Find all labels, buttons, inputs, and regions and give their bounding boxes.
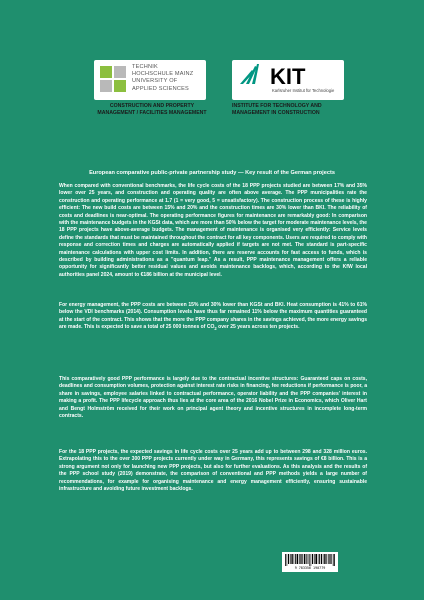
co2-subscript: 2 [214, 326, 217, 332]
barcode-bars-icon [285, 554, 335, 566]
kit-mark-icon [238, 64, 338, 86]
paragraph-3: This comparatively good PPP performance is largely due to the contractual incentive structures: Guaranteed caps on costs, deadlines and consumption volumes, protection against interest rate risks in financing, fee reductions if performance is poor, a share in savings, employee salaries linked to contractual performance, operator liability and the PPP companies' interest in making a profit. The PPP lifecycle approach thus lies at the core area of the 2016 Nobel Prize in Economics, which Oliver Hart and Bengt Holmström received for their work on principal agent theory and incentive structures in incomplete long-term contracts. [59, 376, 367, 420]
hochschule-mainz-logo [94, 60, 206, 100]
hochschule-mainz-wordmark: TECHNIK HOCHSCHULE MAINZ UNIVERSITY OF APPLIED SCIENCES [132, 64, 194, 92]
left-logo-caption: CONSTRUCTION AND PROPERTY MANAGEMENT / FACILITIES MANAGEMENT [97, 103, 207, 116]
kit-wordmark: KIT [270, 64, 306, 86]
isbn-barcode [282, 552, 338, 572]
barcode-number: 9 783356 190779 [294, 566, 326, 570]
kit-logo [232, 60, 344, 100]
paragraph-2-text-a: For energy management, the PPP costs are between 15% and 30% lower than KGSt and BKI. Heat consumption is 41% to 61% below the VDI benchmarks (2014). Consumption levels have thus far remained 11% below the maximum quantities guaranteed at the start of the contract. This shows that the more the PPP company shares in the savings achieved, the more energy savings are made. This is expected to save a total of 25 000 tonnes of CO [59, 302, 367, 331]
right-logo-caption: INSTITUTE FOR TECHNOLOGY AND MANAGEMENT IN CONSTRUCTION [232, 103, 322, 116]
paragraph-1: When compared with conventional benchmarks, the life cycle costs of the 18 PPP projects studied are between 17% and 35% lower over 25 years, and construction and operating quality are often above average. The PPP municipalities rate the construction and operating performance at 1.7 (1 = very good, 5 = unsatisfactory). The construction process of these is highly efficient: The new build costs are between 15% and 20% and the construction times are 30% lower than BKI. The reliability of costs and deadlines is near-optimal. The operating performance figures for maintenance are remarkably good: In comparison with the maintenance budgets in the KGSt data, which are more than 50% below the target for moderate maintenance levels, the 18 PPP projects have above-average budgets. The management of maintenance is organised very efficiently: Service levels define the standards that must be maintained throughout the contract for all key components. Users are required to comply with response and correction times and charges are automatically applied if targets are not met. The standard is part-specific maintenance calculations with upper cost limits. In addition, there are reserve accounts for fast access to funds, which is described by building administrations as a "quantum leap." As a result, PPP maintenance management offers a reliable opportunity for significantly better residual values and avoids maintenance backlogs, which, according to the KfW local authorities panel 2024, amount to €186 billion at the municipal level. [59, 183, 367, 278]
paragraph-4: For the 18 PPP projects, the expected savings in life cycle costs over 25 years add up to between 298 and 328 million euros. Extrapolating this to the over 300 PPP projects currently under way in Germany, this represents savings of €8 billion. This is a strong argument not only for launching new PPP projects, but also for further evaluations. As this analysis and the results of the PPP school study (2019) demonstrate, the comparison of conventional and PPP methods yields a large number of recommendations, for example for organising maintenance and energy management efficiently, ensuring sustainable infrastructure and avoiding future investment backlogs. [59, 449, 367, 493]
page-subtitle: European comparative public-private partnership study — Key result of the German projects [89, 170, 335, 176]
paragraph-2-text-b: over 25 years across ten projects. [216, 324, 300, 331]
hochschule-mainz-mark-icon [100, 66, 126, 92]
kit-subtitle: Karlsruher Institut für Technologie [272, 88, 335, 93]
paragraph-2 [59, 302, 367, 333]
